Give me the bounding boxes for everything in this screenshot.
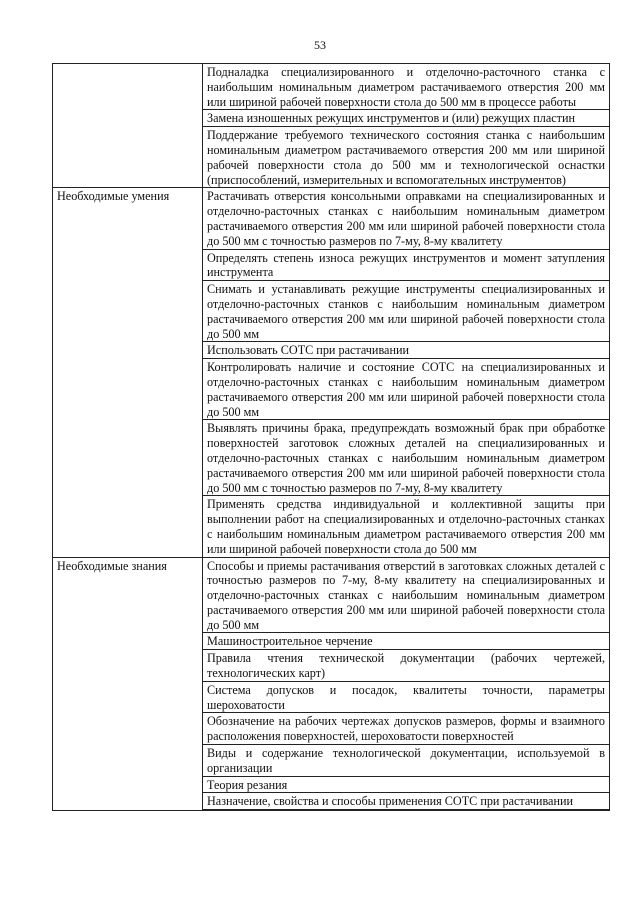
requirement-cell: Машиностроительное черчение: [203, 633, 610, 650]
requirement-cell: Система допусков и посадок, квалитеты точности, параметры шероховатости: [203, 681, 610, 713]
requirement-cell: Использовать СОТС при растачивании: [203, 342, 610, 359]
page-number: 53: [314, 38, 326, 52]
requirement-cell: Назначение, свойства и способы применения СОТС при растачивании: [203, 793, 610, 810]
requirement-cell: Замена изношенных режущих инструментов и (или) режущих пластин: [203, 110, 610, 127]
requirement-cell: Определять степень износа режущих инструментов и момент затупления инструмента: [203, 249, 610, 281]
requirement-cell: Поддержание требуемого технического состояния станка с наибольшим номинальным диаметром растачиваемого отверстия 200 мм или шириной рабочей поверхности стола до 500 мм и технологической оснастки (приспособлений, измерительных и вспомогательных инструментов): [203, 127, 610, 188]
requirement-cell: Применять средства индивидуальной и коллективной защиты при выполнении работ на специализированных и отделочно-расточных станках с наибольшим номинальным диаметром растачиваемого отверстия 200 мм или шириной рабочей поверхности стола до 500 мм: [203, 496, 610, 557]
table-row: [53, 64, 610, 110]
requirement-cell: Виды и содержание технологической документации, используемой в организации: [203, 745, 610, 777]
section-label: [53, 64, 203, 188]
table-row: [53, 188, 610, 249]
table-row: [53, 557, 610, 633]
requirement-cell: Способы и приемы растачивания отверстий в заготовках сложных деталей с точностью размеров по 7-му, 8-му квалитету на специализированных и отделочно-расточных станках с наибольшим номинальным диаметром растачиваемого отверстия 200 мм или шириной рабочей поверхности стола до 500 мм: [203, 557, 610, 633]
requirement-cell: Растачивать отверстия консольными оправками на специализированных и отделочно-расточных станках с наибольшим номинальным диаметром растачиваемого отверстия 200 мм или шириной рабочей поверхности стола до 500 мм с точностью размеров по 7-му, 8-му квалитету: [203, 188, 610, 249]
requirement-cell: Правила чтения технической документации (рабочих чертежей, технологических карт): [203, 650, 610, 682]
section-label: Необходимые умения: [53, 188, 203, 557]
requirement-cell: Обозначение на рабочих чертежах допусков размеров, формы и взаимного расположения поверхностей, шероховатости поверхностей: [203, 713, 610, 745]
requirements-table: [52, 63, 610, 811]
requirement-cell: Снимать и устанавливать режущие инструменты специализированных и отделочно-расточных станков с наибольшим номинальным диаметром растачиваемого отверстия 200 мм или шириной рабочей поверхности стола до 500 мм: [203, 281, 610, 342]
requirement-cell: Выявлять причины брака, предупреждать возможный брак при обработке поверхностей заготовок сложных деталей на специализированных и отделочно-расточных станках с наибольшим номинальным диаметром растачиваемого отверстия 200 мм или шириной рабочей поверхности стола до 500 мм с точностью размеров по 7-му, 8-му квалитету: [203, 420, 610, 496]
requirement-cell: Контролировать наличие и состояние СОТС на специализированных и отделочно-расточных станках с наибольшим номинальным диаметром растачиваемого отверстия 200 мм или шириной рабочей поверхности стола до 500 мм: [203, 359, 610, 420]
section-label: Необходимые знания: [53, 557, 203, 810]
requirement-cell: Теория резания: [203, 776, 610, 793]
requirement-cell: Подналадка специализированного и отделочно-расточного станка с наибольшим номинальным диаметром растачиваемого отверстия 200 мм или шириной рабочей поверхности стола до 500 мм в процессе работы: [203, 64, 610, 110]
